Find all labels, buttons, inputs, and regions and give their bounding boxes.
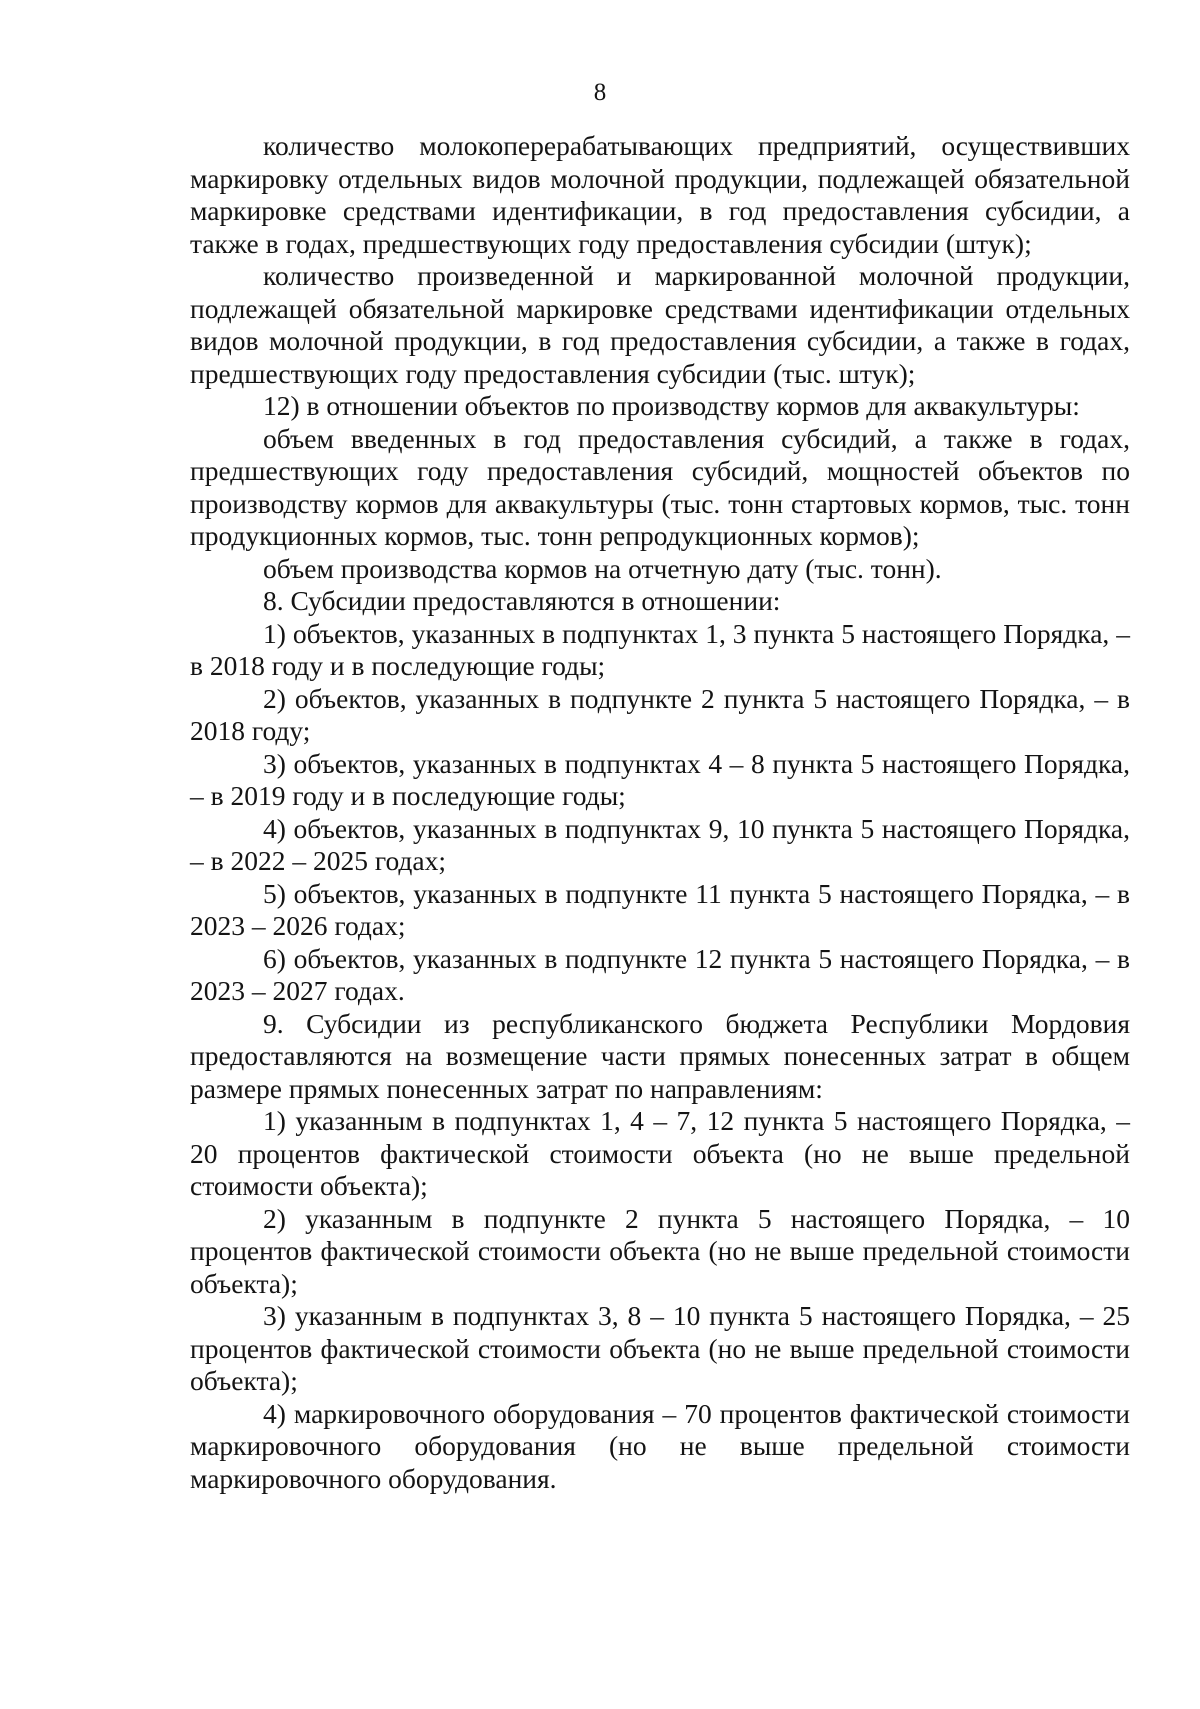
paragraph-section-8-item-3: 3) объектов, указанных в подпунктах 4 – 8 пункта 5 настоящего Порядка, – в 2019 году и в последующие годы;	[190, 747, 1130, 811]
paragraph-dairy-enterprises-count: количество молокоперерабатывающих предприятий, осуществивших маркировку отдельных видов молочной продукции, подлежащей обязательной маркировке средствами идентификации, в год предоставления субсидии, а также в годах, предшествующих году предоставления субсидии (штук);	[190, 130, 1130, 259]
paragraph-section-8-heading: 8. Субсидии предоставляются в отношении:	[263, 585, 781, 616]
paragraph-section-8-item-6: 6) объектов, указанных в подпункте 12 пункта 5 настоящего Порядка, – в 2023 – 2027 годах.	[190, 942, 1130, 1006]
paragraph-feed-production-volume: объем производства кормов на отчетную дату (тыс. тонн).	[263, 552, 942, 584]
paragraph-section-9-item-1: 1) указанным в подпунктах 1, 4 – 7, 12 пункта 5 настоящего Порядка, – 20 процентов фактической стоимости объекта (но не выше предельной стоимости объекта);	[190, 1105, 1130, 1201]
paragraph-section-9-item-2: 2) указанным в подпункте 2 пункта 5 настоящего Порядка, – 10 процентов фактической стоимости объекта (но не выше предельной стоимости объекта);	[190, 1202, 1130, 1299]
page-number: 8	[593, 79, 607, 106]
paragraph-section-9-heading: 9. Субсидии из республиканского бюджета Республики Мордовия предоставляются на возмещение части прямых понесенных затрат в общем размере прямых понесенных затрат по направлениям:	[190, 1007, 1130, 1104]
paragraph-section-8-item-2: 2) объектов, указанных в подпункте 2 пункта 5 настоящего Порядка, – в 2018 году;	[190, 682, 1130, 746]
paragraph-item-12-heading: 12) в отношении объектов по производству кормов для аквакультуры:	[263, 390, 1080, 421]
paragraph-section-9-item-3: 3) указанным в подпунктах 3, 8 – 10 пункта 5 настоящего Порядка, – 25 процентов фактической стоимости объекта (но не выше предельной стоимости объекта);	[190, 1300, 1130, 1396]
paragraph-section-8-item-5: 5) объектов, указанных в подпункте 11 пункта 5 настоящего Порядка, – в 2023 – 2026 годах;	[190, 877, 1130, 941]
paragraph-section-9-item-4: 4) маркировочного оборудования – 70 процентов фактической стоимости маркировочного оборудования (но не выше предельной стоимости маркировочного оборудования.	[190, 1397, 1130, 1494]
paragraph-section-8-item-1: 1) объектов, указанных в подпунктах 1, 3 пункта 5 настоящего Порядка, – в 2018 году и в последующие годы;	[190, 617, 1130, 681]
paragraph-section-8-item-4: 4) объектов, указанных в подпунктах 9, 10 пункта 5 настоящего Порядка, – в 2022 – 2025 годах;	[190, 812, 1130, 876]
document-body	[190, 130, 1130, 1495]
paragraph-feed-capacity-volume: объем введенных в год предоставления субсидий, а также в годах, предшествующих году предоставления субсидий, мощностей объектов по производству кормов для аквакультуры (тыс. тонн стартовых кормов, тыс. тонн продукционных кормов, тыс. тонн репродукционных кормов);	[190, 422, 1130, 551]
paragraph-marked-products-count: количество произведенной и маркированной молочной продукции, подлежащей обязательной маркировке средствами идентификации отдельных видов молочной продукции, в год предоставления субсидии, а также в годах, предшествующих году предоставления субсидии (тыс. штук);	[190, 260, 1130, 389]
